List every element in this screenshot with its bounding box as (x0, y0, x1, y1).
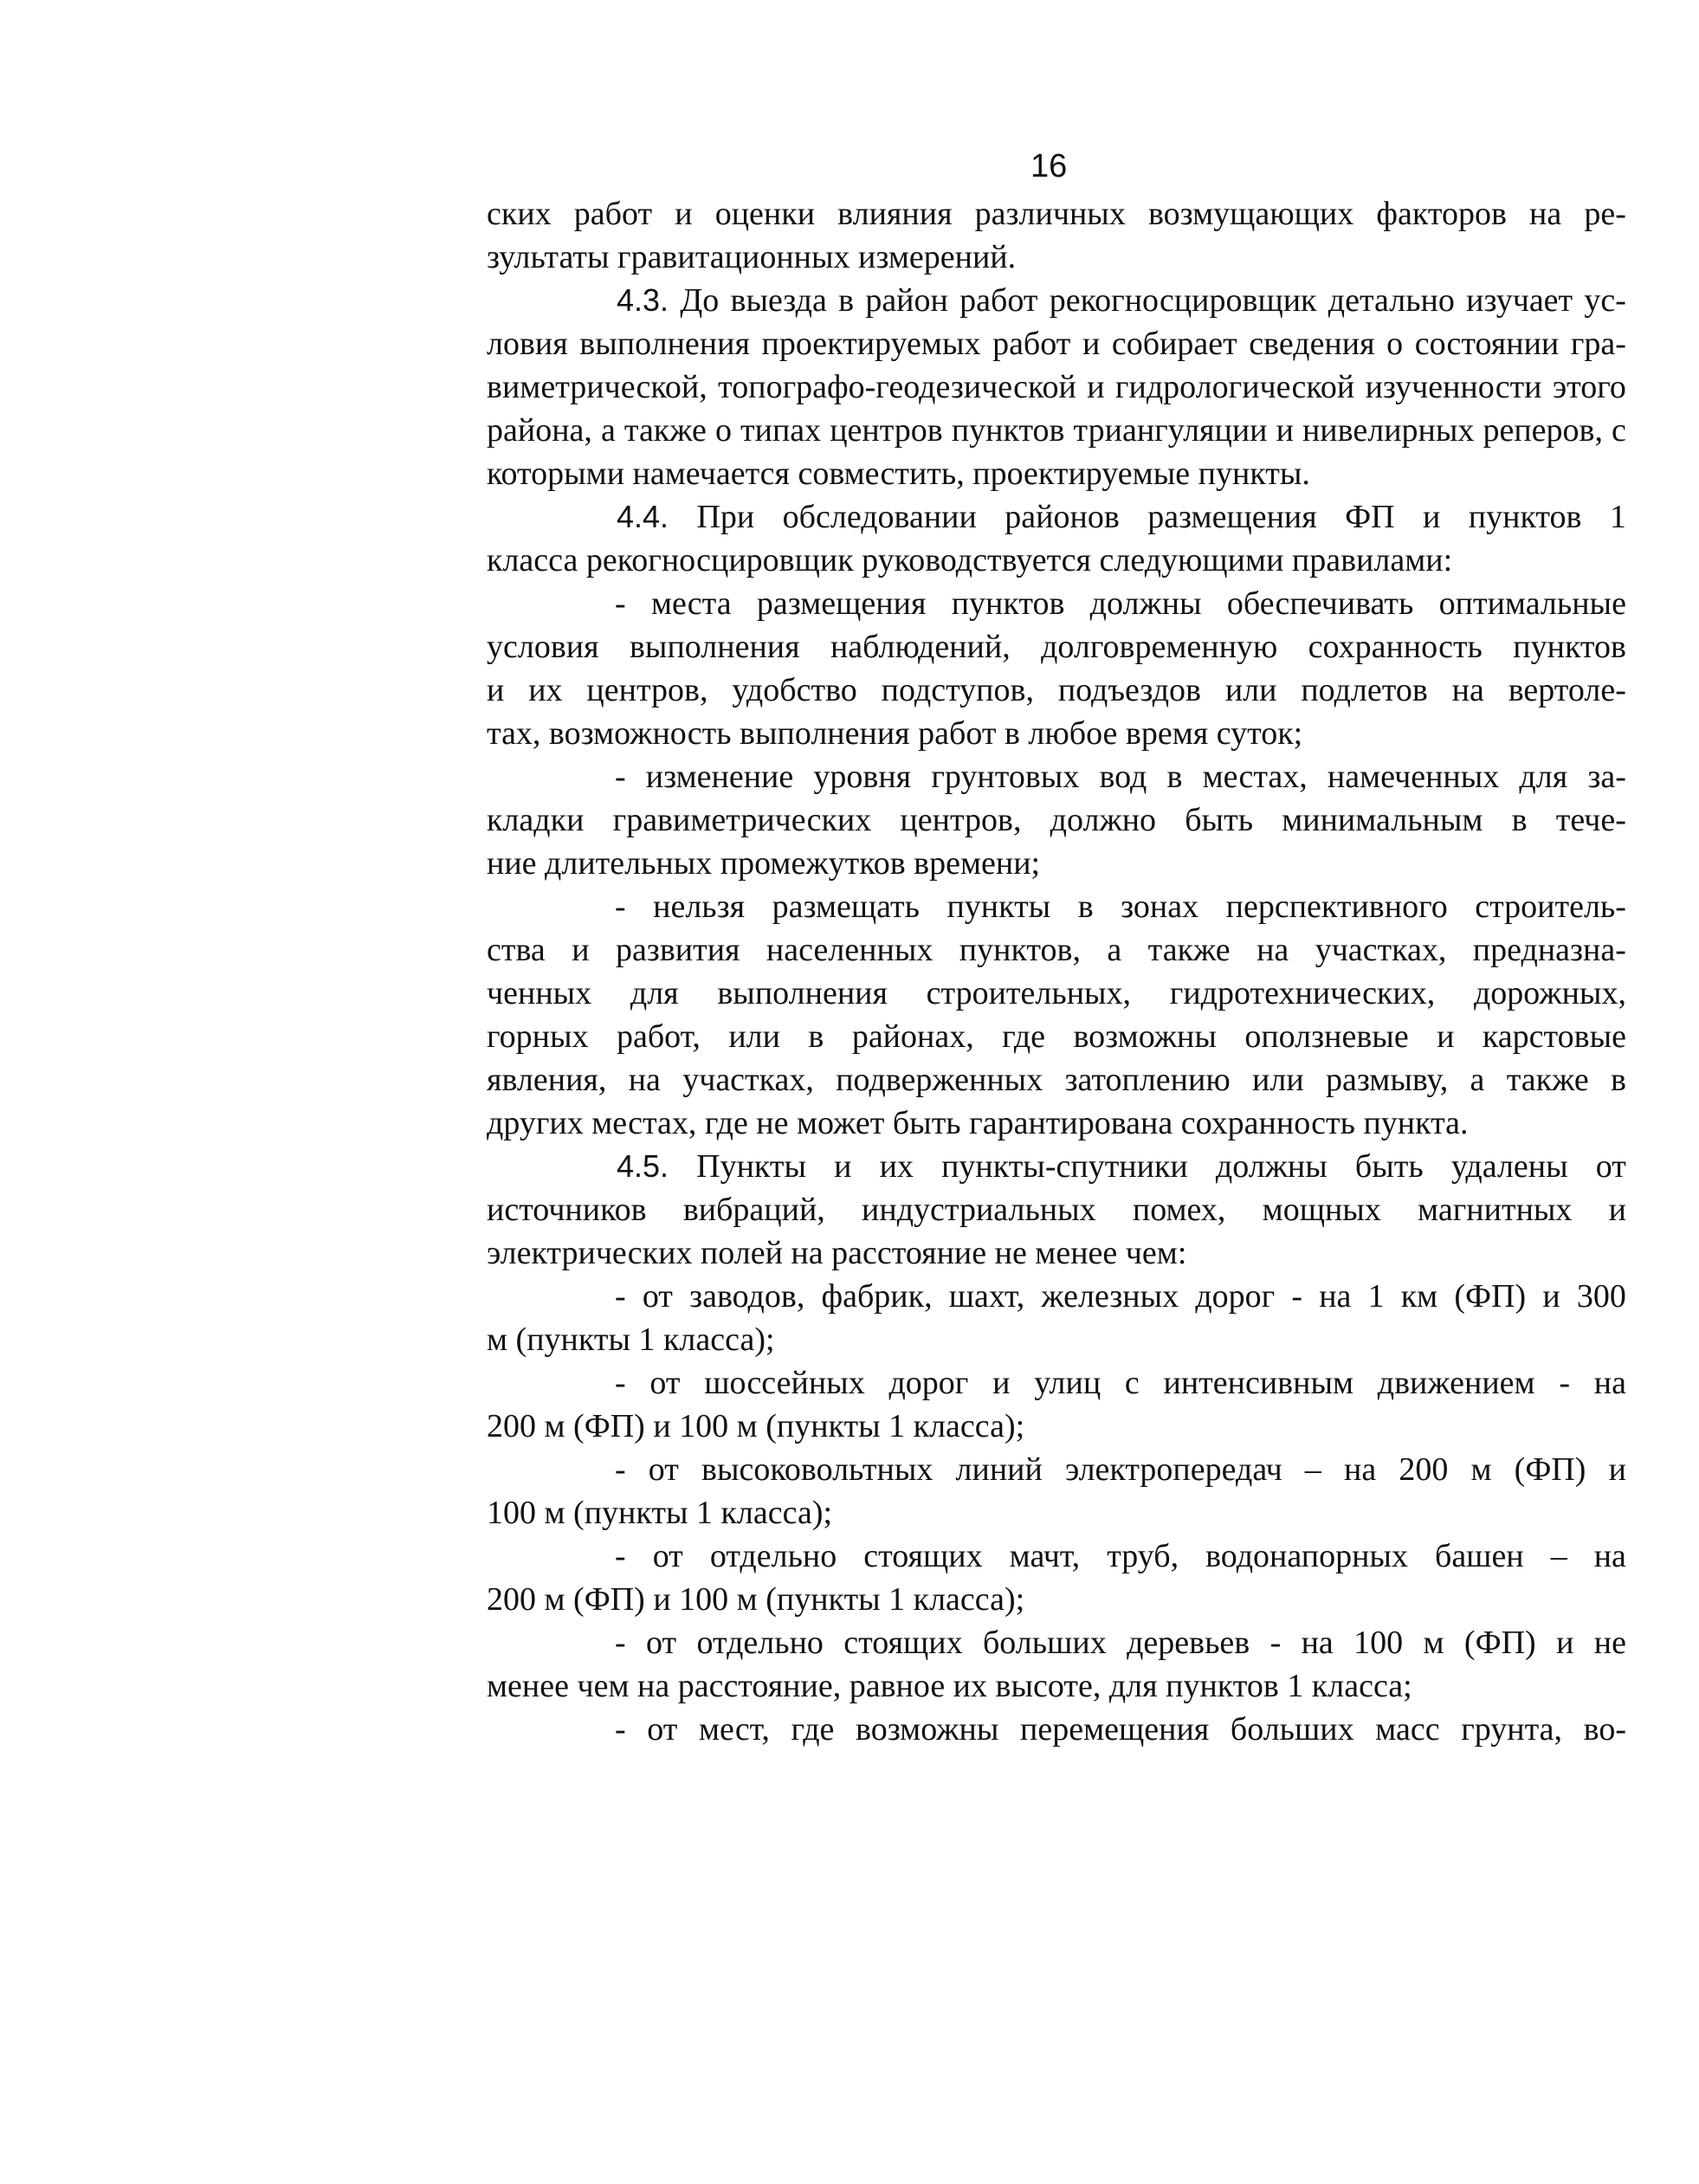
word: о (714, 412, 732, 449)
word: быть (1354, 1148, 1424, 1185)
word: башен (1434, 1538, 1524, 1574)
word: этого (1552, 369, 1626, 405)
word: где (791, 1711, 835, 1748)
word: обследовании (782, 499, 977, 535)
word: труб, (1107, 1538, 1179, 1574)
word: должны (1089, 585, 1202, 622)
word: уровня (813, 759, 912, 795)
word: на (1593, 1538, 1626, 1574)
word: выезда (730, 282, 827, 319)
word: нельзя (653, 888, 746, 925)
word: оползневые (1244, 1018, 1409, 1055)
text-line (487, 798, 1626, 842)
word: размещать (772, 888, 920, 925)
word: пунктов, (959, 932, 1081, 968)
text-line (487, 885, 1626, 928)
word: выполнения (717, 975, 888, 1011)
word: затоплению (1064, 1062, 1231, 1098)
word: быть (1185, 802, 1254, 838)
text-line (487, 669, 1626, 712)
word: м (1470, 1451, 1492, 1488)
text-line (487, 972, 1626, 1015)
word: оптимальные (1438, 585, 1626, 622)
word: места (650, 585, 732, 622)
word: ловия (487, 326, 568, 362)
word: улиц (1034, 1365, 1101, 1401)
word: гидротехнических, (1169, 975, 1436, 1011)
word: зонах (1121, 888, 1199, 925)
word: масс (1375, 1711, 1440, 1748)
word: с (1124, 1365, 1140, 1401)
word: пунктов (1513, 629, 1626, 665)
word: и (1087, 369, 1105, 405)
word: районов (1005, 499, 1120, 535)
word: отдельно (709, 1538, 837, 1574)
word: - (615, 888, 626, 925)
word: - (1291, 1278, 1303, 1315)
word: мощных (1262, 1192, 1381, 1228)
word: сведения (1249, 326, 1375, 362)
word: работ, (616, 1018, 701, 1055)
word: перемещения (1020, 1711, 1210, 1748)
word: детально (1328, 282, 1455, 319)
word: или (1252, 1062, 1304, 1098)
word: на (1319, 1278, 1352, 1315)
section-number: 4.5. (617, 1148, 669, 1184)
word: подступов, (881, 672, 1034, 708)
word: также (623, 412, 707, 449)
word: за- (1587, 759, 1626, 795)
line-text: 200 м (ФП) и 100 м (пункты 1 класса); (487, 1408, 1025, 1444)
word: в (1611, 1062, 1626, 1098)
word: 1 (1609, 499, 1626, 535)
word: выполнения (629, 629, 800, 665)
word: на (628, 1062, 661, 1098)
word: больших (1230, 1711, 1354, 1748)
word: от (646, 1625, 677, 1661)
text-line (487, 495, 1626, 539)
text-line (487, 1708, 1626, 1751)
word: грунтовых (931, 759, 1080, 795)
word: м (1423, 1625, 1444, 1661)
word: местах, (1202, 759, 1308, 795)
word: - (615, 1278, 626, 1315)
word: – (1304, 1451, 1321, 1488)
word: шахт, (948, 1278, 1025, 1315)
word: - (615, 1365, 626, 1401)
text-line (487, 1621, 1626, 1664)
word: удобство (732, 672, 857, 708)
text-line (487, 1015, 1626, 1058)
word: 300 (1576, 1278, 1626, 1315)
text-line (487, 842, 1626, 885)
word: и (1276, 412, 1294, 449)
word: на (1256, 932, 1289, 968)
word: подлетов (1301, 672, 1428, 708)
word: для (1519, 759, 1568, 795)
word: работ (992, 326, 1071, 362)
word: - (615, 1538, 626, 1574)
text-line (487, 712, 1626, 755)
word: участках, (1315, 932, 1447, 968)
text-line (487, 1664, 1626, 1708)
text-line (487, 236, 1626, 279)
word: стоящих (863, 1538, 983, 1574)
word: района, (487, 412, 592, 449)
word: вод (1099, 759, 1147, 795)
text-line (487, 1231, 1626, 1275)
word: район (865, 282, 948, 319)
line-text: которыми намечается совместить, проектируемые пункты. (487, 456, 1310, 492)
word: проектируемых (761, 326, 981, 362)
text-line (487, 409, 1626, 452)
word: и (1608, 1192, 1626, 1228)
word: и (572, 932, 590, 968)
word: где (1002, 1018, 1046, 1055)
text-line (487, 452, 1626, 495)
word: также (1147, 932, 1231, 968)
word: от (647, 1711, 678, 1748)
text-line (487, 1405, 1626, 1448)
word: км (1400, 1278, 1438, 1315)
word: и (1542, 1278, 1560, 1315)
word: или (728, 1018, 780, 1055)
word: перспективного (1225, 888, 1448, 925)
word: интенсивным (1163, 1365, 1354, 1401)
word: обеспечивать (1226, 585, 1414, 622)
word: состоянии (1414, 326, 1560, 362)
text-line (487, 1102, 1626, 1145)
text-line (487, 1058, 1626, 1102)
word: на (1344, 1451, 1377, 1488)
word: районах, (851, 1018, 974, 1055)
word: - (615, 1711, 626, 1748)
word: индустриальных (862, 1192, 1096, 1228)
word: фабрик, (821, 1278, 933, 1315)
word: на (1451, 672, 1484, 708)
word: 1 (1367, 1278, 1385, 1315)
word: намеченных (1327, 759, 1500, 795)
word: - (1269, 1625, 1282, 1661)
document-body (487, 192, 1626, 1751)
word: а (600, 412, 616, 449)
word: выполнения (579, 326, 750, 362)
word: в (838, 282, 855, 319)
text-line (487, 928, 1626, 972)
word: размещения (1147, 499, 1317, 535)
word: шоссейных (704, 1365, 865, 1401)
text-line (487, 755, 1626, 798)
word: рекогносцировщик (1049, 282, 1317, 319)
word: от (1595, 1148, 1626, 1185)
line-text: других местах, где не может быть гарантирована сохранность пункта. (487, 1105, 1469, 1141)
word: - (615, 1451, 626, 1488)
text-line (487, 192, 1626, 236)
word: ских (487, 196, 552, 232)
word: кладки (487, 802, 585, 838)
text-line (487, 1491, 1626, 1535)
word: их (528, 672, 563, 708)
word: До (680, 282, 720, 319)
word: движением (1377, 1365, 1535, 1401)
word: во- (1583, 1711, 1626, 1748)
word: линий (955, 1451, 1043, 1488)
word: дорог (1195, 1278, 1276, 1315)
word: и (1608, 1451, 1626, 1488)
word: сохранность (1308, 629, 1483, 665)
word: о (1386, 326, 1404, 362)
word: отдельно (696, 1625, 824, 1661)
word: размещения (756, 585, 927, 622)
word: возмущающих (1147, 196, 1354, 232)
word: наблюдений, (830, 629, 1011, 665)
word: долговременную (1041, 629, 1278, 665)
word: дорог (888, 1365, 969, 1401)
word: также (1506, 1062, 1589, 1098)
word: (ФП) (1463, 1625, 1536, 1661)
word: - (615, 585, 626, 622)
word: условия (487, 629, 599, 665)
word: от (649, 1365, 681, 1401)
text-line (487, 1448, 1626, 1491)
word: ре- (1584, 196, 1626, 232)
section-number: 4.4. (617, 499, 669, 534)
word: и (1437, 1018, 1455, 1055)
word: горных (487, 1018, 589, 1055)
word: должно (1050, 802, 1157, 838)
text-line (487, 365, 1626, 409)
word: влияния (837, 196, 953, 232)
word: возможны (856, 1711, 999, 1748)
text-line (487, 1361, 1626, 1405)
word: ченных (487, 975, 592, 1011)
text-line (487, 322, 1626, 365)
word: При (696, 499, 755, 535)
word: центров (830, 412, 943, 449)
section-number: 4.3. (617, 282, 669, 318)
word: высоковольтных (701, 1451, 933, 1488)
word: работ (959, 282, 1038, 319)
word: собирает (1111, 326, 1237, 362)
text-line (487, 1535, 1626, 1578)
word: явления, (487, 1062, 607, 1098)
word: пунктов (951, 412, 1065, 449)
word: а (1107, 932, 1122, 968)
line-text: электрических полей на расстояние не менее чем: (487, 1235, 1187, 1271)
word: гра- (1570, 326, 1626, 362)
text-line (487, 279, 1626, 322)
word: на (1593, 1365, 1626, 1401)
word: пункты-спутники (941, 1148, 1188, 1185)
line-text: класса рекогносцировщик руководствуется следующими правилами: (487, 542, 1453, 578)
word: электропередач (1064, 1451, 1282, 1488)
word: 100 (1353, 1625, 1404, 1661)
text-line (487, 1188, 1626, 1231)
word: от (648, 1451, 679, 1488)
word: топографо-геодезической (718, 369, 1076, 405)
word: изучает (1466, 282, 1573, 319)
word: виметрической, (487, 369, 707, 405)
word: подверженных (836, 1062, 1043, 1098)
word: строитель- (1475, 888, 1626, 925)
word: тече- (1555, 802, 1626, 838)
word: с (1612, 412, 1626, 449)
line-text: менее чем на расстояние, равное их высоте, для пунктов 1 класса; (487, 1668, 1412, 1704)
word: населенных (766, 932, 933, 968)
word: стоящих (843, 1625, 963, 1661)
word: - (615, 759, 626, 795)
word: не (1593, 1625, 1626, 1661)
word: мест, (698, 1711, 770, 1748)
text-line (487, 1275, 1626, 1318)
word: гидрологической (1114, 369, 1355, 405)
word: подъездов (1057, 672, 1201, 708)
word: Пункты (696, 1148, 807, 1185)
word: ства (487, 932, 546, 968)
word: изученности (1365, 369, 1542, 405)
text-line (487, 625, 1626, 669)
word: размыву, (1325, 1062, 1449, 1098)
word: участках, (682, 1062, 814, 1098)
word: - (1559, 1365, 1570, 1401)
word: грунта, (1461, 1711, 1563, 1748)
word: центров, (900, 802, 1022, 838)
word: ус- (1584, 282, 1626, 319)
word: факторов (1376, 196, 1507, 232)
word: нивелирных (1302, 412, 1475, 449)
page-number: 16 (1030, 148, 1068, 184)
word: – (1550, 1538, 1567, 1574)
word: типах (740, 412, 822, 449)
word: в (1166, 759, 1183, 795)
word: различных (974, 196, 1126, 232)
word: работ (573, 196, 653, 232)
word: 200 (1399, 1451, 1449, 1488)
word: водонапорных (1205, 1538, 1408, 1574)
word: и (675, 196, 693, 232)
line-text: зультаты гравитационных измерений. (487, 239, 1017, 275)
word: помех, (1132, 1192, 1226, 1228)
line-text: 200 м (ФП) и 100 м (пункты 1 класса); (487, 1581, 1025, 1618)
word: пункты (946, 888, 1051, 925)
word: оценки (714, 196, 816, 232)
word: на (1529, 196, 1562, 232)
word: источников (487, 1192, 647, 1228)
word: - (615, 1625, 626, 1661)
word: предназна- (1472, 932, 1626, 968)
text-line (487, 539, 1626, 582)
line-text: ние длительных промежутков времени; (487, 845, 1041, 882)
word: деревьев (1127, 1625, 1250, 1661)
word: (ФП) (1514, 1451, 1586, 1488)
word: или (1224, 672, 1277, 708)
word: и (834, 1148, 852, 1185)
word: мачт, (1009, 1538, 1081, 1574)
word: возможны (1073, 1018, 1217, 1055)
word: их (879, 1148, 914, 1185)
word: и (1423, 499, 1441, 535)
word: магнитных (1418, 1192, 1573, 1228)
word: изменение (645, 759, 794, 795)
word: на (1301, 1625, 1334, 1661)
word: и (1556, 1625, 1574, 1661)
line-text: м (пункты 1 класса); (487, 1321, 775, 1358)
text-line (487, 1318, 1626, 1361)
word: и (1082, 326, 1101, 362)
word: (ФП) (1454, 1278, 1527, 1315)
word: а (1470, 1062, 1485, 1098)
word: минимальным (1282, 802, 1483, 838)
word: реперов, (1483, 412, 1603, 449)
word: железных (1041, 1278, 1179, 1315)
word: центров, (586, 672, 708, 708)
text-line (487, 1578, 1626, 1621)
text-line (487, 582, 1626, 625)
word: удалены (1450, 1148, 1568, 1185)
word: ФП (1345, 499, 1395, 535)
word: от (652, 1538, 683, 1574)
word: должны (1215, 1148, 1328, 1185)
word: и (487, 672, 505, 708)
word: вертоле- (1508, 672, 1626, 708)
word: для (630, 975, 679, 1011)
word: в (1511, 802, 1528, 838)
word: триангуляции (1073, 412, 1268, 449)
word: больших (982, 1625, 1107, 1661)
word: строительных, (926, 975, 1132, 1011)
word: пунктов (1468, 499, 1582, 535)
word: от (642, 1278, 673, 1315)
word: гравиметрических (612, 802, 872, 838)
text-line (487, 1145, 1626, 1188)
word: вибраций, (682, 1192, 825, 1228)
word: дорожных, (1473, 975, 1626, 1011)
line-text: тах, возможность выполнения работ в любое время суток; (487, 715, 1303, 752)
word: и (992, 1365, 1011, 1401)
word: развития (615, 932, 740, 968)
word: карстовые (1482, 1018, 1626, 1055)
word: в (808, 1018, 824, 1055)
word: пунктов (951, 585, 1065, 622)
line-text: 100 м (пункты 1 класса); (487, 1495, 833, 1531)
word: заводов, (689, 1278, 805, 1315)
word: в (1077, 888, 1094, 925)
